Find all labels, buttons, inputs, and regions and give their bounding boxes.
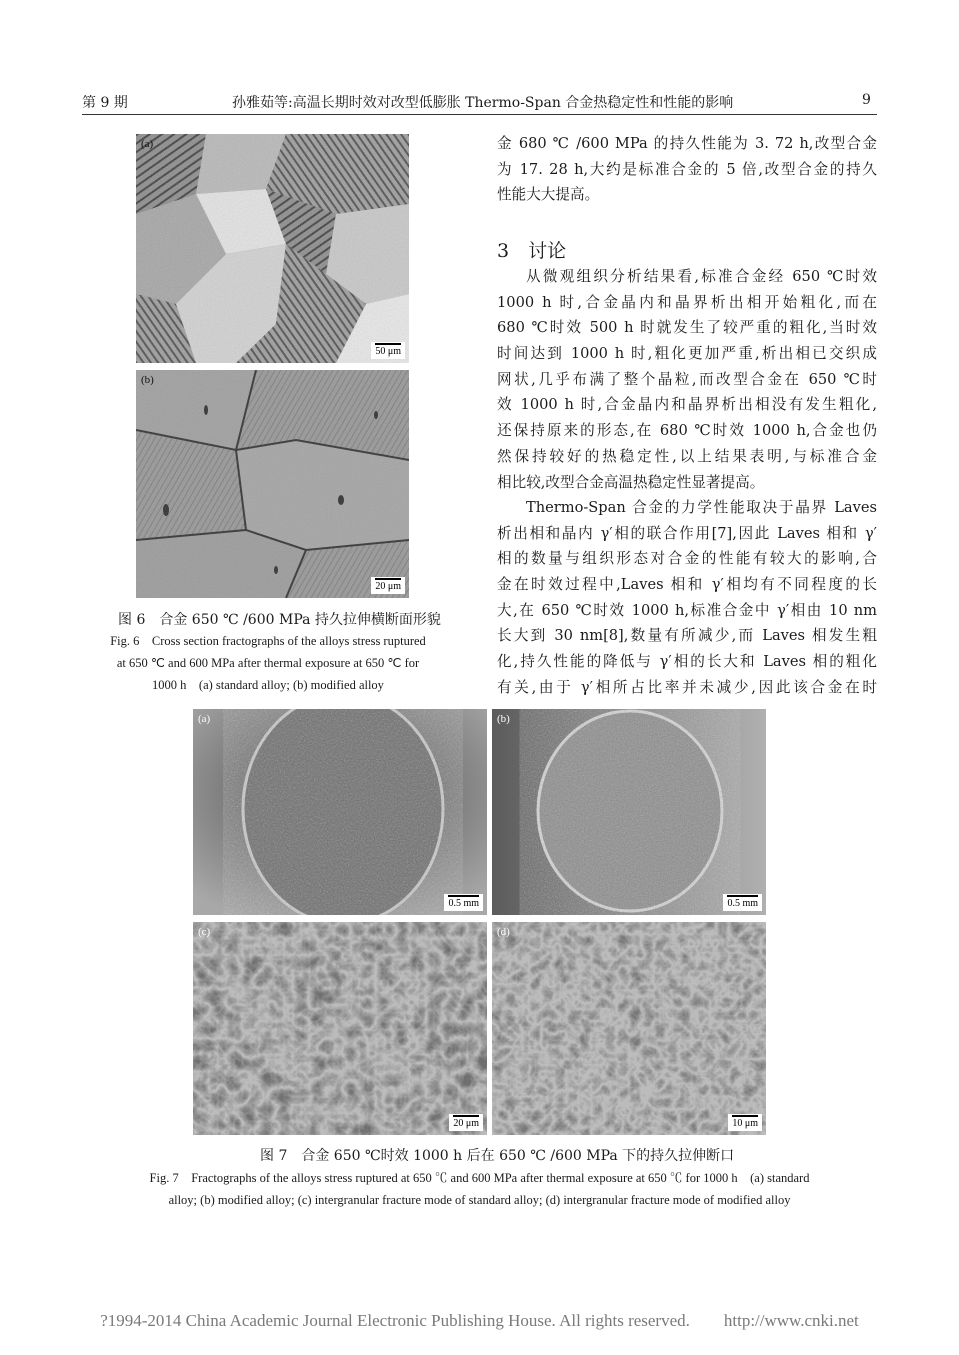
text-line: 大,在 650 ℃时效 1000 h,标准合金中 γ′相由 10 nm	[497, 601, 877, 619]
discussion-paragraph-2	[497, 495, 877, 701]
caption-line: alloy; (b) modified alloy; (c) intergranular fracture mode of standard alloy; (d) intergranular fracture mode of modified alloy	[168, 1193, 791, 1207]
text-line: 性能大大提高。	[497, 186, 600, 204]
caption-line: Fig. 7 Fractographs of the alloys stress ruptured at 650 ℃ and 600 MPa after thermal exposure at 650 ℃ for 1000 h (a) standard	[149, 1171, 810, 1185]
figure-7-caption-cn: 图 7 合金 650 ℃时效 1000 h 后在 650 ℃ /600 MPa 下的持久拉伸断口	[260, 1148, 735, 1164]
figure-6b-micrograph	[136, 370, 409, 598]
text-line: 长大到 30 nm[8],数量有所减少,而 Laves 相发生粗	[497, 627, 877, 645]
scale-bar: 10 μm	[728, 1114, 762, 1131]
panel-label: (a)	[141, 138, 154, 150]
discussion-paragraph-1	[497, 264, 877, 495]
text-line: 680 ℃时效 500 h 时就发生了较严重的粗化,当时效	[497, 319, 877, 337]
copyright-footer: ?1994-2014 China Academic Journal Electronic Publishing House. All rights reserved. http://www.cnki.net	[100, 1311, 859, 1330]
text-line: 1000 h 时,合金晶内和晶界析出相开始粗化,而在	[497, 293, 877, 311]
panel-label: (a)	[198, 713, 211, 725]
text-line: 化,持久性能的降低与 γ′相的长大和 Laves 相的粗化	[497, 653, 877, 671]
panel-label: (d)	[497, 926, 510, 938]
caption-line: 1000 h (a) standard alloy; (b) modified alloy	[152, 678, 384, 692]
text-line: 然保持较好的热稳定性,以上结果表明,与标准合金	[497, 447, 877, 465]
text-line: 为 17. 28 h,大约是标准合金的 5 倍,改型合金的持久	[497, 160, 877, 178]
panel-label: (b)	[497, 713, 510, 725]
text-line: 相比较,改型合金高温热稳定性显著提高。	[497, 473, 765, 491]
figure-7-caption-en	[82, 1167, 877, 1211]
header-rule	[82, 114, 877, 115]
text-line: 还保持原来的形态,在 680 ℃时效 1000 h,合金也仍	[497, 422, 877, 440]
figure-7b-fractograph	[492, 709, 766, 915]
figure-6a-micrograph	[136, 134, 409, 363]
scale-bar: 50 μm	[371, 342, 405, 359]
figure-6-caption-cn: 图 6 合金 650 ℃ /600 MPa 持久拉伸横断面形貌	[118, 612, 441, 628]
running-header-issue: 第 9 期	[82, 95, 128, 111]
text-line: 析出相和晶内 γ′相的联合作用[7],因此 Laves 相和 γ′	[497, 524, 877, 542]
text-line: 相的数量与组织形态对合金的性能有较大的影响,合	[497, 550, 877, 568]
scale-bar: 20 μm	[449, 1114, 483, 1131]
figure-7a-fractograph	[193, 709, 487, 915]
running-header-title: 孙雅茹等:高温长期时效对改型低膨胀 Thermo-Span 合金热稳定性和性能的影响	[232, 95, 734, 111]
text-line: 效 1000 h 时,合金晶内和晶界析出相没有发生粗化,	[497, 396, 877, 414]
scale-bar: 0.5 mm	[444, 894, 483, 911]
text-line: 网状,几乎布满了整个晶粒,而改型合金在 650 ℃时	[497, 370, 877, 388]
text-line: 有关,由于 γ′相所占比率并未减少,因此该合金在时	[497, 678, 877, 696]
text-line: 金 680 ℃ /600 MPa 的持久性能为 3. 72 h,改型合金	[497, 135, 877, 152]
panel-label: (c)	[198, 926, 211, 938]
text-line: 从微观组织分析结果看,标准合金经 650 ℃时效	[526, 268, 877, 285]
intro-paragraph	[497, 131, 877, 208]
figure-7d-fractograph	[492, 922, 766, 1135]
caption-line: Fig. 6 Cross section fractographs of the alloys stress ruptured	[110, 634, 426, 648]
text-line: 金在时效过程中,Laves 相和 γ′相均有不同程度的长	[497, 576, 877, 594]
section-heading: 3 讨论	[497, 240, 567, 262]
panel-label: (b)	[141, 374, 154, 386]
text-line: Thermo-Span 合金的力学性能取决于晶界 Laves	[526, 499, 877, 516]
figure-6-caption-en	[82, 630, 454, 696]
caption-line: at 650 ℃ and 600 MPa after thermal exposure at 650 ℃ for	[116, 656, 420, 670]
scale-bar: 0.5 mm	[723, 894, 762, 911]
page-number: 9	[862, 92, 871, 108]
scale-bar: 20 μm	[371, 577, 405, 594]
text-line: 时间达到 1000 h 时,粗化更加严重,析出相已交织成	[497, 345, 877, 363]
figure-7c-fractograph	[193, 922, 487, 1135]
